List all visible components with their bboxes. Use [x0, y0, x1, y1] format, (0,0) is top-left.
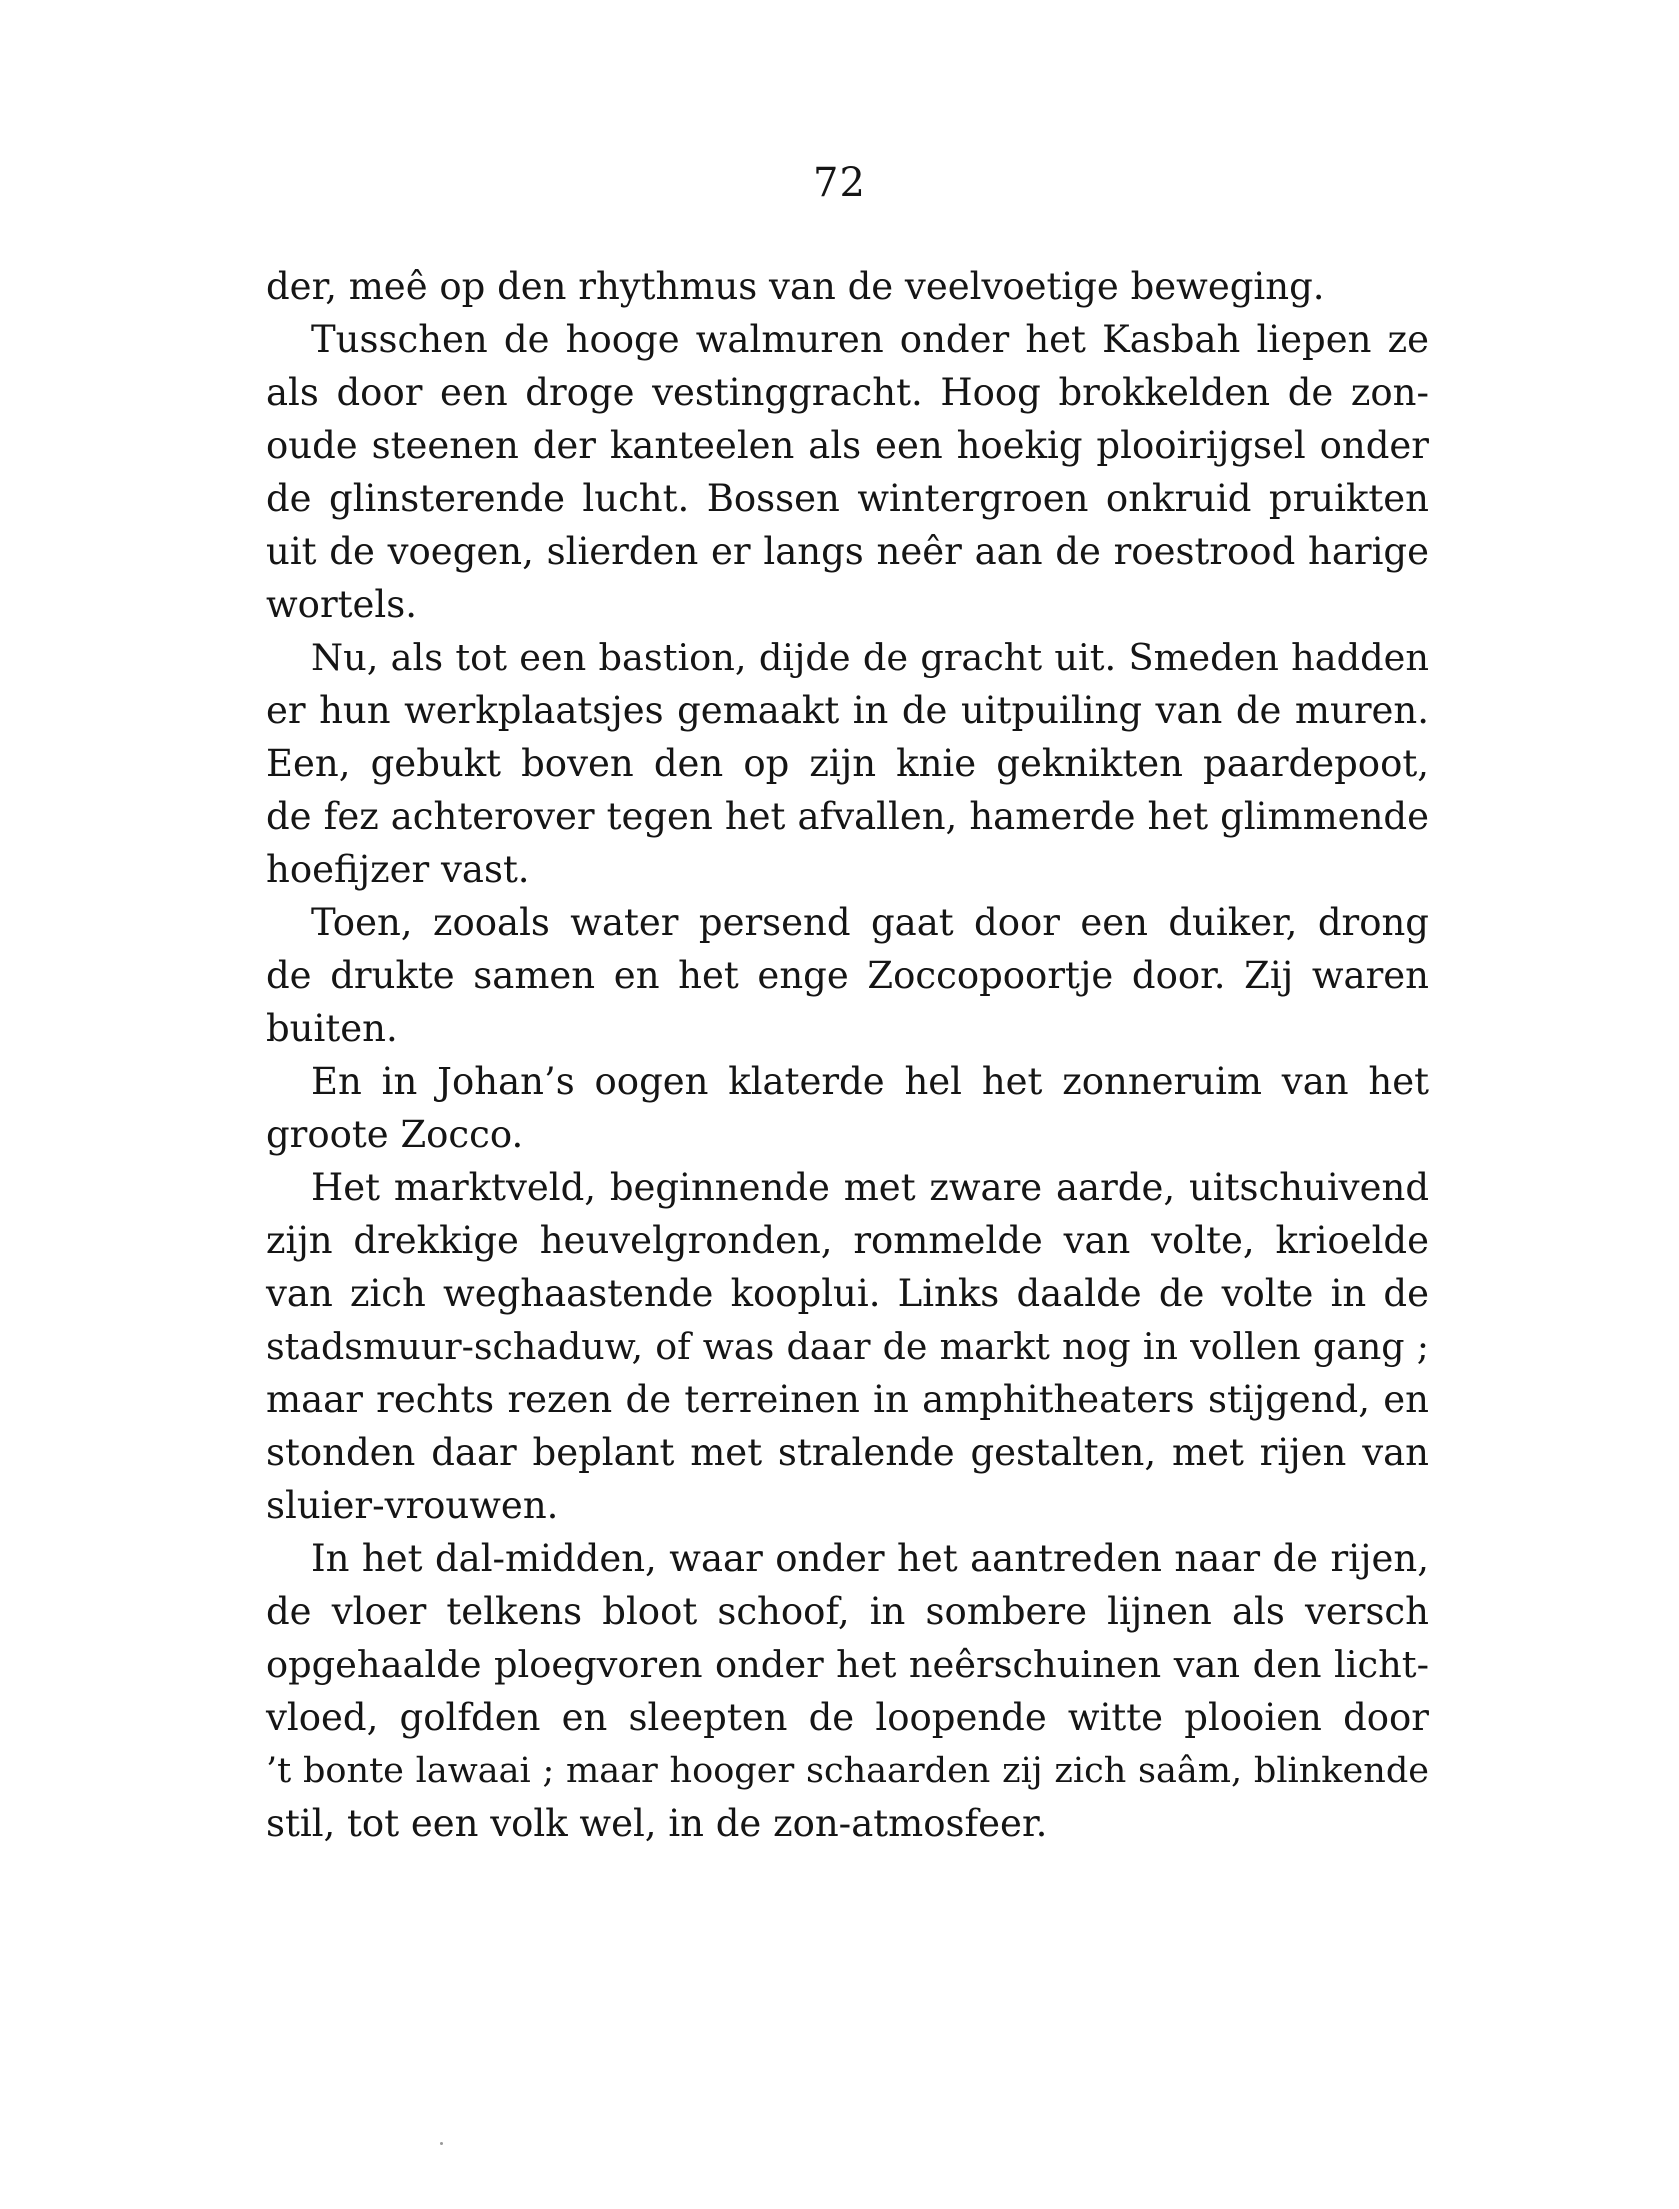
- text-line: de drukte samen en het enge Zoccopoortje door. Zij waren: [266, 954, 1429, 997]
- text-line: oude steenen der kanteelen als een hoekig plooirijgsel onder: [266, 424, 1429, 467]
- text-line: buiten.: [266, 1007, 398, 1050]
- scan-speck: [440, 2142, 443, 2145]
- paragraph-zoccopoortje: [266, 896, 1429, 1055]
- paragraph-johan: [266, 1055, 1429, 1161]
- text-line: der, meê op den rhythmus van de veelvoetige beweging.: [266, 265, 1325, 308]
- text-line: uit de voegen, slierden er langs neêr aan de roestrood harige: [266, 530, 1429, 573]
- paragraph-walmuren: [266, 313, 1429, 631]
- text-line: opgehaalde ploegvoren onder het neêrschuinen van den licht-: [266, 1643, 1429, 1686]
- text-line: Toen, zooals water persend gaat door een duiker, drong: [311, 901, 1429, 944]
- text-line: de fez achterover tegen het afvallen, hamerde het glimmende: [266, 795, 1429, 838]
- text-line: Een, gebukt boven den op zijn knie geknikten paardepoot,: [266, 742, 1429, 785]
- text-line: van zich weghaastende kooplui. Links daalde de volte in de: [266, 1272, 1429, 1315]
- text-line: Nu, als tot een bastion, dijde de gracht uit. Smeden hadden: [311, 636, 1429, 679]
- text-line: er hun werkplaatsjes gemaakt in de uitpuiling van de muren.: [266, 689, 1429, 732]
- text-line: sluier-vrouwen.: [266, 1484, 559, 1527]
- text-line: hoefijzer vast.: [266, 848, 530, 891]
- text-line: ’t bonte lawaai ; maar hooger schaarden zij zich saâm, blinkende: [266, 1750, 1429, 1791]
- text-line: zijn drekkige heuvelgronden, rommelde van volte, krioelde: [266, 1219, 1429, 1262]
- text-line: vloed, golfden en sleepten de loopende witte plooien door: [266, 1696, 1429, 1739]
- body-text: [266, 260, 1429, 1850]
- text-line: wortels.: [266, 583, 417, 626]
- text-line: de vloer telkens bloot schoof, in sombere lijnen als versch: [266, 1590, 1429, 1633]
- text-line: stonden daar beplant met stralende gestalten, met rijen van: [266, 1431, 1429, 1474]
- paragraph-continuation: [266, 260, 1429, 313]
- text-line: stil, tot een volk wel, in de zon-atmosfeer.: [266, 1802, 1048, 1845]
- page-number: 72: [813, 160, 866, 206]
- paragraph-marktveld: [266, 1161, 1429, 1532]
- text-line: maar rechts rezen de terreinen in amphitheaters stijgend, en: [266, 1378, 1429, 1421]
- text-line: In het dal-midden, waar onder het aantreden naar de rijen,: [311, 1537, 1429, 1580]
- text-line: Het marktveld, beginnende met zware aarde, uitschuivend: [311, 1166, 1429, 1209]
- text-line: als door een droge vestinggracht. Hoog brokkelden de zon-: [266, 371, 1429, 414]
- text-line: En in Johan’s oogen klaterde hel het zonneruim van het: [311, 1060, 1429, 1103]
- text-line: stadsmuur-schaduw, of was daar de markt nog in vollen gang ;: [266, 1325, 1429, 1368]
- text-line: Tusschen de hooge walmuren onder het Kasbah liepen ze: [311, 318, 1429, 361]
- text-line: de glinsterende lucht. Bossen wintergroen onkruid pruikten: [266, 477, 1429, 520]
- paragraph-dal-midden: [266, 1532, 1429, 1850]
- paragraph-bastion: [266, 631, 1429, 896]
- text-line: groote Zocco.: [266, 1113, 524, 1156]
